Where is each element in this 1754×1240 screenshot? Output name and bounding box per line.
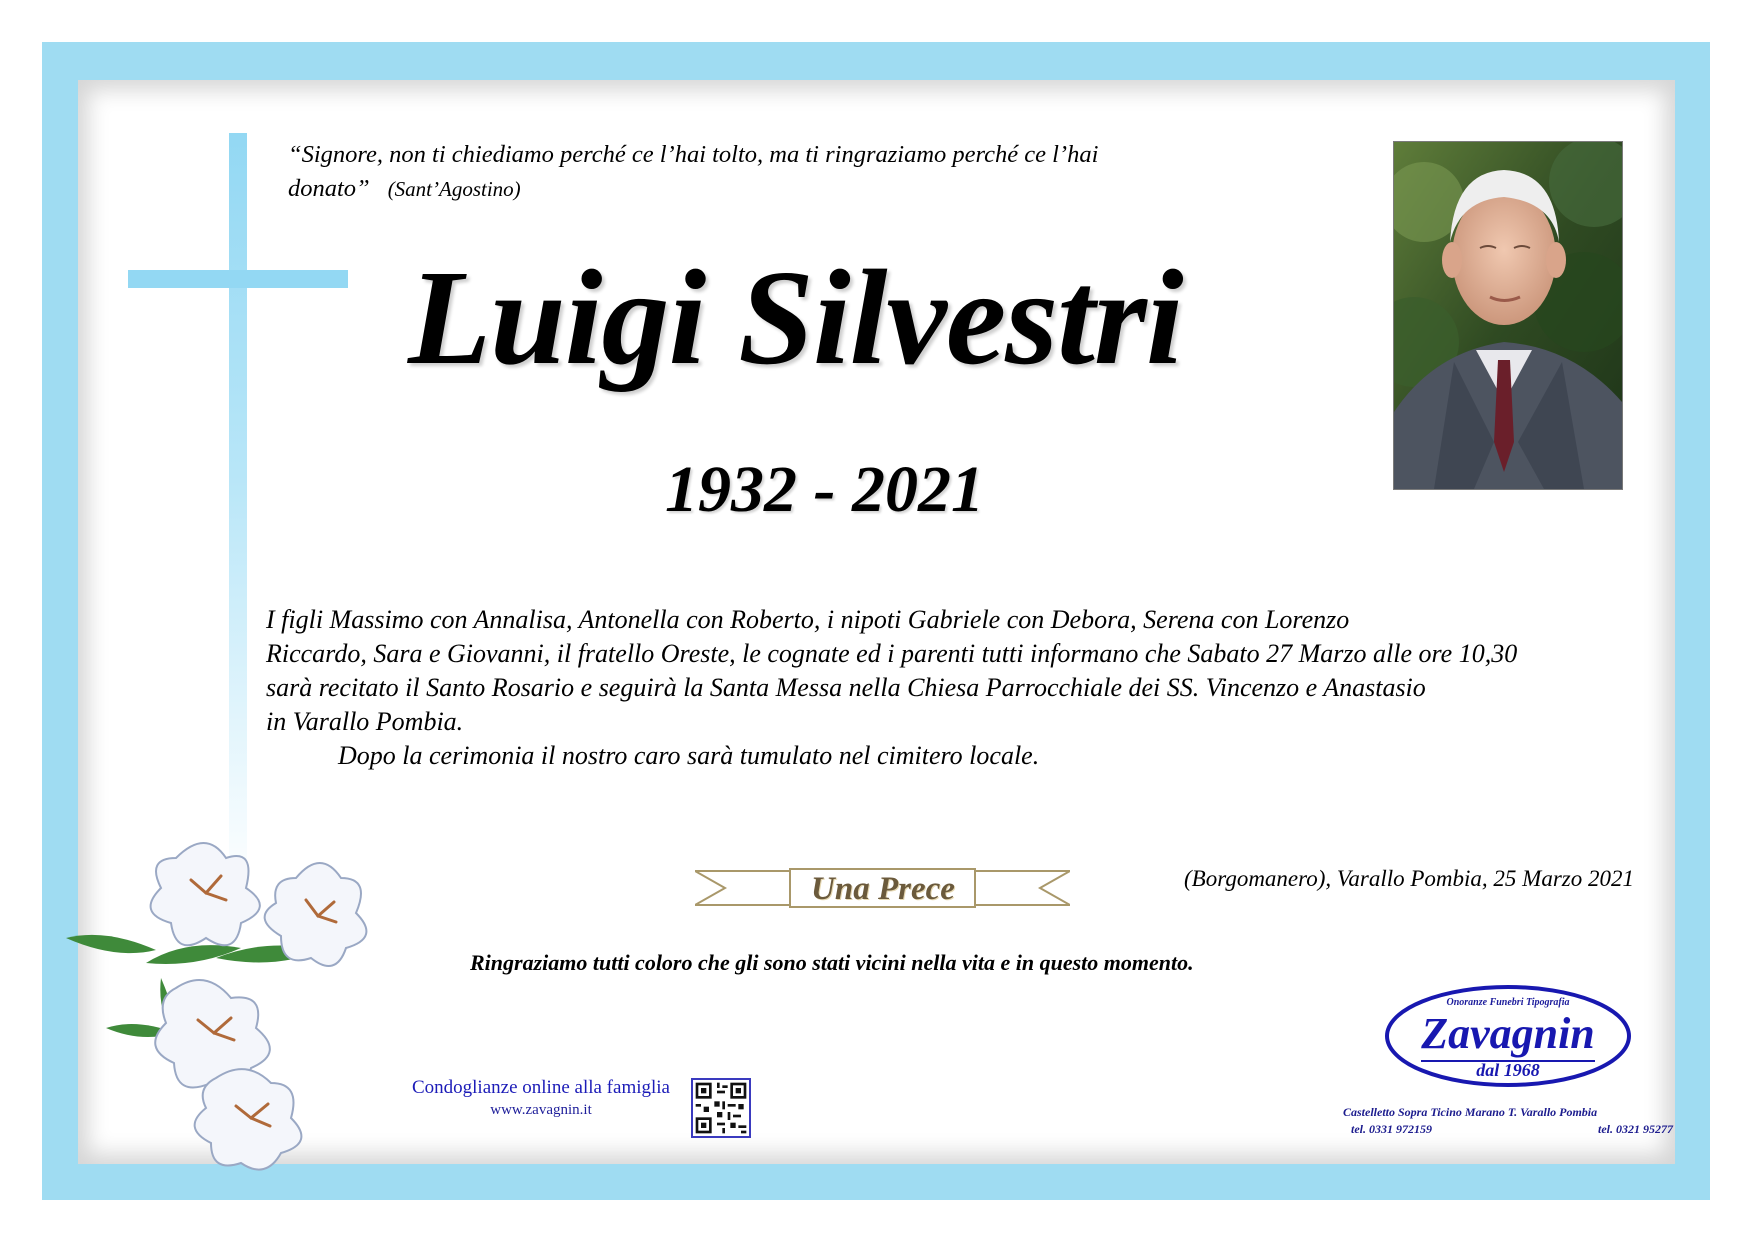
quote-author: (Sant’Agostino) xyxy=(387,177,521,201)
announcement-line: I figli Massimo con Annalisa, Antonella con Roberto, i nipoti Gabriele con Debora, Serena con Lorenzo xyxy=(266,605,1350,634)
announcement-text xyxy=(266,603,1686,773)
announcement-line: Dopo la cerimonia il nostro caro sarà tumulato nel cimitero locale. xyxy=(338,741,1040,770)
deceased-name: Luigi Silvestri xyxy=(408,243,1183,393)
place-and-date: (Borgomanero), Varallo Pombia, 25 Marzo 2021 xyxy=(1184,866,1634,891)
deceased-portrait-photo xyxy=(1393,141,1623,490)
announcement-line: sarà recitato il Santo Rosario e seguirà la Santa Messa nella Chiesa Parrocchiale dei SS. Vincenzo e Anastasio xyxy=(266,673,1426,702)
life-years: 1932 - 2021 xyxy=(665,453,984,526)
agency-phones xyxy=(1343,1121,1673,1138)
announcement-line: in Varallo Pombia. xyxy=(266,707,464,736)
prayer-banner-label: Una Prece xyxy=(811,871,955,907)
condolences-url[interactable]: www.zavagnin.it xyxy=(490,1102,592,1118)
agency-name: Zavagnin xyxy=(1421,1009,1595,1058)
agency-towns: Castelletto Sopra Ticino Marano T. Varallo Pombia xyxy=(1343,1105,1598,1119)
condolences-label[interactable]: Condoglianze online alla famiglia xyxy=(411,1077,670,1098)
agency-phone-2: tel. 0321 95277 xyxy=(1598,1122,1673,1136)
online-condolences xyxy=(398,1076,684,1120)
quote-line-2-text: donato” xyxy=(288,175,370,202)
quote-line-2 xyxy=(288,172,1268,206)
agency-logo xyxy=(1383,983,1633,1089)
cross-icon-bar xyxy=(128,270,348,288)
epigraph-quote xyxy=(288,138,1268,206)
thanks-note: Ringraziamo tutti coloro che gli sono stati vicini nella vita e in questo momento. xyxy=(470,950,1194,975)
cross-icon xyxy=(229,133,247,893)
agency-tagline: Onoranze Funebri Tipografia xyxy=(1446,997,1570,1008)
lily-flowers-icon xyxy=(66,818,416,1180)
quote-line-1: “Signore, non ti chiediamo perché ce l’hai tolto, ma ti ringraziamo perché ce l’hai xyxy=(288,141,1099,168)
announcement-line: Riccardo, Sara e Giovanni, il fratello Oreste, le cognate ed i parenti tutti informano che Sabato 27 Marzo alle ore 10,30 xyxy=(266,639,1518,668)
agency-since: dal 1968 xyxy=(1476,1060,1540,1080)
agency-contacts xyxy=(1343,1104,1673,1138)
agency-phone-1: tel. 0331 972159 xyxy=(1351,1122,1432,1136)
qr-code-icon[interactable] xyxy=(691,1078,751,1138)
